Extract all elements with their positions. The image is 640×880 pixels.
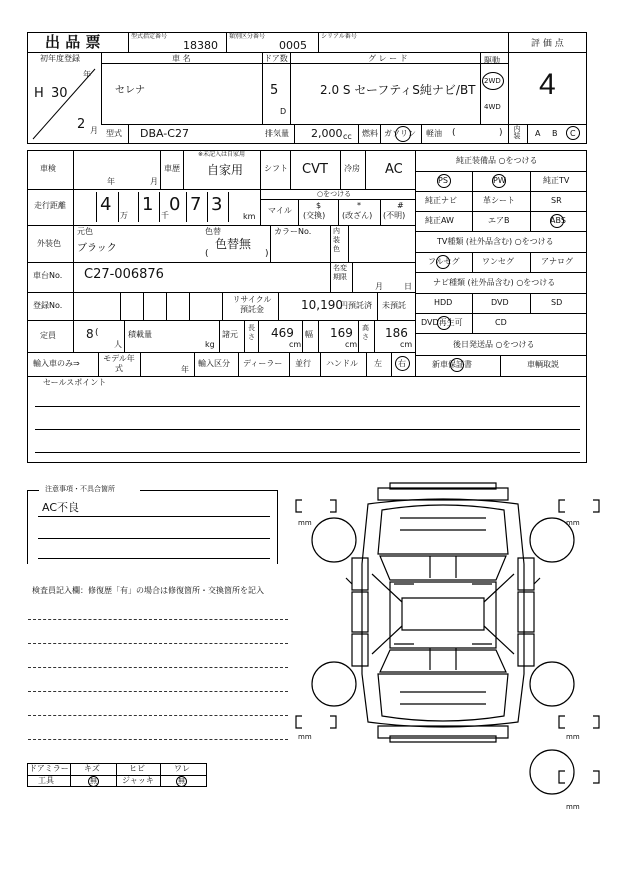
tv-title: TV種類 (社外品含む) ○をつける: [437, 237, 554, 246]
load-unit: kg: [205, 340, 215, 349]
interior-c-circle: [566, 126, 580, 140]
length-value: 469: [271, 326, 294, 340]
top-section: [27, 32, 587, 144]
mileage-man-unit: 万: [120, 211, 128, 220]
reg-era: H: [34, 86, 44, 101]
doors-label: ドア数: [264, 54, 288, 63]
fuel-gas: ガソリン: [384, 129, 416, 138]
height-cm: cm: [400, 340, 413, 349]
tv-fullseg-circle: [436, 255, 450, 269]
tools-tool-circle: [88, 776, 99, 787]
class-no: 0005: [279, 39, 307, 52]
recycle-label: リサイクル預託金: [232, 295, 272, 314]
first-reg-label: 初年度登録: [40, 54, 80, 63]
model-year-label: モデル年式: [103, 354, 135, 373]
notes-title: 注意事項・不具合箇所: [45, 485, 115, 493]
nav-title: ナビ種類 (社外品含む) ○をつける: [433, 278, 556, 287]
tire-mm-fl: mm: [298, 519, 312, 527]
reg-year: 30: [51, 86, 68, 101]
mileage-label: 走行距離: [34, 201, 66, 210]
tools-jack-value: 無: [178, 777, 185, 785]
mileage-circle-note: ○をつける: [317, 190, 352, 198]
later-warranty: 新車保証書: [432, 360, 472, 369]
reg-no-label: 登録No.: [33, 301, 63, 310]
later-title: 後日発送品 ○をつける: [453, 340, 535, 349]
tv-analog: アナログ: [541, 257, 573, 266]
displacement-value: 2,000: [311, 127, 343, 140]
recycle-unpaid: 未預託: [382, 301, 406, 310]
color-label: 外装色: [37, 239, 61, 248]
equip-navi: 純正ナビ: [425, 196, 457, 205]
drive-label: 駆動: [484, 56, 500, 65]
handle-right: 右: [398, 359, 406, 368]
class-no-label: 類別区分番号: [229, 33, 266, 40]
mileage-dollar: $: [316, 201, 322, 210]
nav-dvd-play: DVD再生可: [421, 318, 463, 327]
history-label: 車歴: [164, 164, 180, 173]
colorno-label: カラーNo.: [274, 227, 312, 236]
mileage-km-unit: km: [243, 212, 256, 221]
tools-break: ワレ: [174, 764, 190, 773]
car-name: セレナ: [115, 85, 145, 96]
score-label: 評 価 点: [531, 39, 564, 49]
width-label: 幅: [305, 330, 313, 339]
load-label: 積載量: [128, 330, 152, 339]
equip-airbag: エアB: [488, 216, 510, 225]
orig-color-value: ブラック: [77, 243, 117, 254]
cooler-value: AC: [385, 162, 403, 177]
interior-color-label: 内装色: [333, 227, 340, 253]
equip-title: 純正装備品 ○をつける: [456, 156, 538, 165]
chassis-value: C27-006876: [84, 267, 164, 282]
later-warranty-circle: [450, 358, 464, 372]
shift-value: CVT: [302, 162, 328, 177]
equip-sr: SR: [551, 196, 562, 205]
mileage-digit-1: 4: [100, 194, 112, 215]
tire-mm-spare: mm: [566, 803, 580, 811]
fuel-label: 燃料: [362, 129, 378, 138]
tools-jack-circle: [176, 776, 187, 787]
mileage-exchange: (交換): [303, 211, 326, 220]
fuel-gas-circle: [395, 126, 411, 142]
mileage-star: *: [357, 201, 361, 210]
interior-b: B: [552, 129, 558, 138]
capacity-value: 8: [86, 327, 94, 341]
name-change-day-unit: 日: [404, 282, 412, 291]
width-value: 169: [330, 326, 353, 340]
interior-label: 内装: [513, 125, 521, 139]
tools-tool-value: 無: [90, 777, 97, 785]
equip-aw: 純正AW: [425, 216, 454, 225]
model-label: 型式: [106, 129, 122, 138]
mileage-digit-4: 7: [190, 194, 202, 215]
height-label: 高さ: [362, 324, 369, 341]
serial-label: シリアル番号: [321, 33, 357, 40]
height-value: 186: [385, 326, 408, 340]
import-label: 輸入車のみ⇒: [33, 359, 80, 368]
handle-left: 左: [374, 359, 382, 368]
mileage-unknown: (不明): [383, 211, 406, 220]
equip-pw: PW: [493, 176, 506, 185]
chassis-label: 車台No.: [33, 271, 63, 280]
handle-label: ハンドル: [326, 359, 358, 368]
reg-month-unit: 月: [90, 126, 98, 135]
equip-abs: ABS: [550, 216, 566, 225]
type-no: 18380: [183, 39, 218, 52]
tools-mirror: ドアミラー: [29, 764, 69, 773]
grade-label: グ レ ー ド: [368, 54, 408, 63]
mileage-digit-3: 0: [169, 194, 181, 215]
notes-text: AC不良: [42, 501, 80, 514]
equip-abs-circle: [550, 214, 564, 228]
inspection-year-unit: 年: [107, 177, 115, 186]
equip-pw-circle: [492, 174, 506, 188]
mileage-hash: #: [397, 201, 404, 210]
repaint-label: 色替: [205, 227, 221, 236]
interior-a: A: [535, 129, 541, 138]
tire-mm-rl: mm: [298, 733, 312, 741]
drive-4wd: 4WD: [484, 103, 501, 111]
doors-value: 5: [270, 83, 279, 98]
repaint-paren-close: ): [265, 249, 269, 259]
form-title: 出 品 票: [45, 33, 101, 51]
mileage-digit-2: 1: [142, 194, 154, 215]
sales-point-label: セールスポイント: [43, 378, 107, 387]
tire-mm-fr: mm: [566, 519, 580, 527]
equip-ps: PS: [438, 176, 448, 185]
length-cm: cm: [289, 340, 302, 349]
tv-oneseg: ワンセグ: [482, 257, 514, 266]
displacement-label: 排気量: [265, 129, 289, 138]
width-cm: cm: [345, 340, 358, 349]
mileage-digit-5: 3: [211, 194, 223, 215]
nav-cd: CD: [495, 318, 507, 327]
tv-fullseg: フルセグ: [428, 257, 460, 266]
score-value: 4: [539, 68, 556, 101]
import-parallel: 並行: [295, 359, 311, 368]
capacity-unit: 人: [114, 340, 122, 349]
tools-jack: ジャッキ: [122, 776, 154, 785]
equip-tv: 純正TV: [543, 176, 570, 185]
tools-crack: ヒビ: [129, 764, 145, 773]
cooler-label: 冷房: [344, 164, 360, 173]
equip-leather: 革シート: [483, 196, 515, 205]
equip-ps-circle: [437, 174, 451, 188]
recycle-value: 10,190: [301, 298, 343, 312]
drive-2wd: 2WD: [484, 77, 501, 85]
nav-dvd-play-circle: [437, 316, 451, 330]
handle-right-circle: [395, 356, 410, 371]
tools-scratch: キズ: [84, 764, 100, 773]
nav-sd: SD: [551, 298, 563, 307]
model-year-unit: 年: [181, 365, 189, 374]
nav-hdd: HDD: [434, 298, 453, 307]
nav-dvd: DVD: [491, 298, 509, 307]
shift-label: シフト: [264, 164, 288, 173]
mileage-mile-option: マイル: [268, 206, 292, 215]
displacement-unit: cc: [343, 132, 352, 141]
inspector-label: 検査員記入欄：修復歴「有」の場合は修復箇所・交換箇所を記入: [32, 586, 264, 595]
repaint-paren-open: (: [205, 249, 209, 259]
interior-c: C: [570, 129, 576, 138]
mileage-sen-unit: 千: [161, 211, 169, 220]
type-no-label: 型式指定番号: [131, 33, 168, 40]
name-change-label: 名変期限: [333, 264, 347, 281]
import-dealer: ディーラー: [243, 359, 283, 368]
fuel-light: 軽油: [426, 129, 442, 138]
repaint-value: 色替無: [215, 237, 252, 251]
model-value: DBA-C27: [140, 127, 189, 140]
import-class-label: 輸入区分: [198, 359, 230, 368]
dims-label: 諸元: [222, 330, 238, 339]
recycle-unit: 円預託済: [340, 301, 372, 310]
tire-mm-rr: mm: [566, 733, 580, 741]
capacity-label: 定員: [40, 331, 56, 340]
orig-color-label: 元色: [77, 227, 93, 236]
name-change-month-unit: 月: [375, 282, 383, 291]
reg-month: 2: [77, 117, 86, 132]
tools-tool: 工具: [38, 776, 54, 785]
history-note: ※未記入は自家用: [198, 151, 246, 158]
reg-year-unit: 年: [83, 70, 91, 79]
inspection-label: 車検: [40, 164, 56, 173]
mileage-tampered: (改ざん): [342, 211, 373, 220]
later-manual: 車輌取説: [527, 360, 559, 369]
car-name-label: 車 名: [172, 54, 191, 63]
inspection-month-unit: 月: [150, 177, 158, 186]
car-diagram: [290, 478, 600, 808]
length-label: 長さ: [248, 324, 255, 341]
history-value: 自家用: [207, 163, 244, 177]
door-type: D: [280, 107, 287, 116]
grade-value: 2.0 S セーフティS純ナビ/BT: [320, 83, 476, 97]
